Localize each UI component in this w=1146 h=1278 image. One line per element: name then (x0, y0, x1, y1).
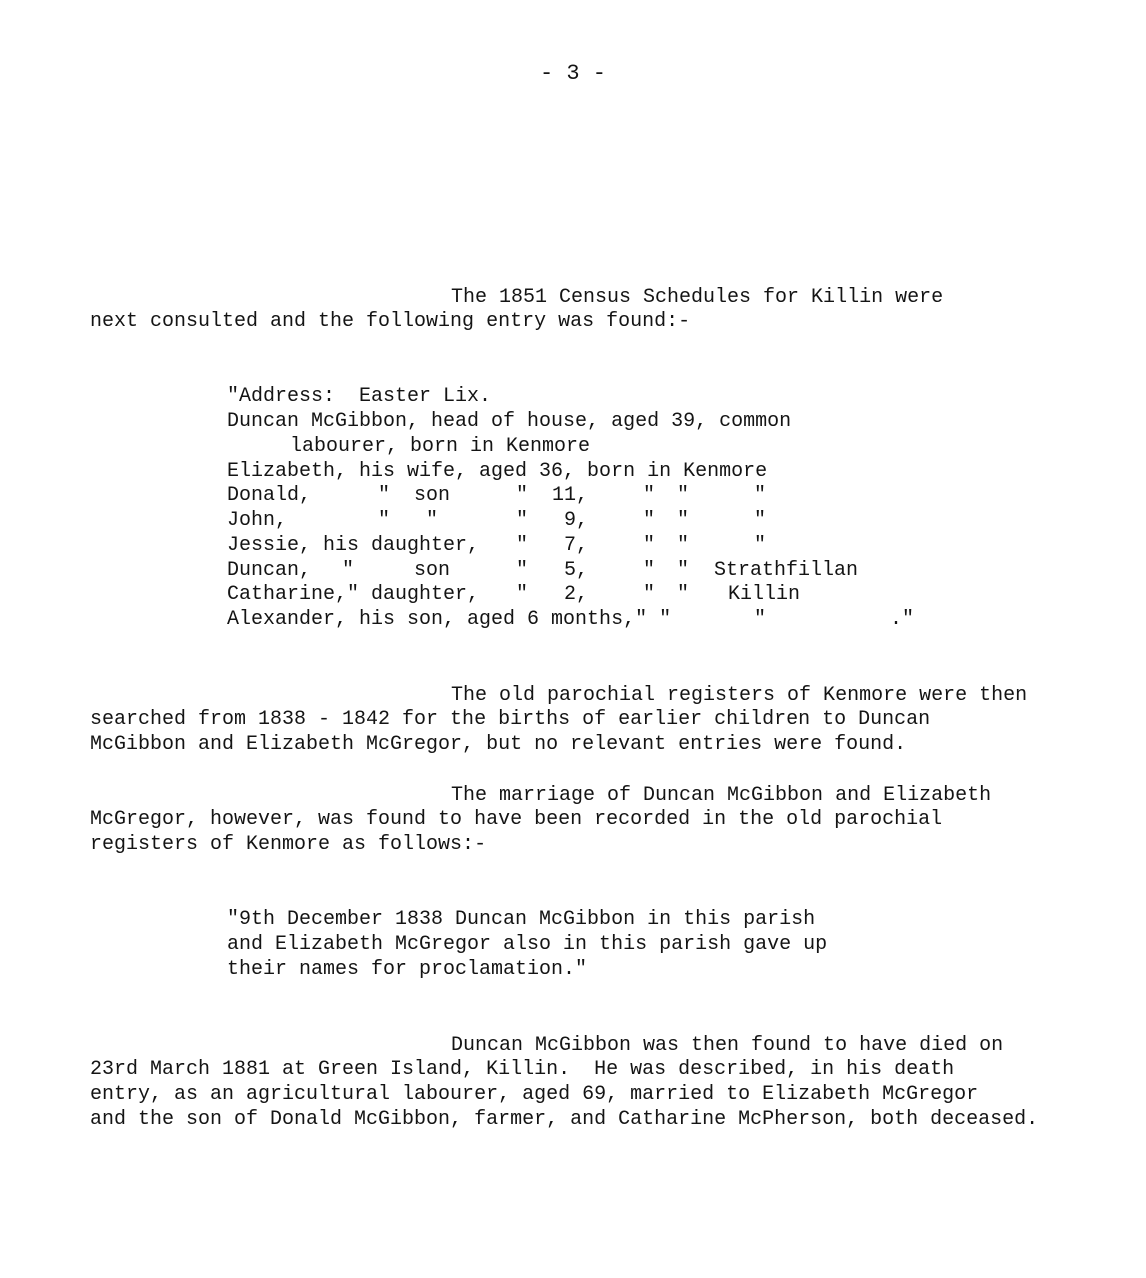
census-head-line1: Duncan McGibbon, head of house, aged 39, common (227, 410, 792, 433)
para4-line3: entry, as an agricultural labourer, aged 69, married to Elizabeth McGregor (90, 1083, 979, 1106)
para4-line1: Duncan McGibbon was then found to have died on (451, 1034, 1004, 1057)
quote-line1: "9th December 1838 Duncan McGibbon in this parish (227, 908, 816, 931)
para2-line3: McGibbon and Elizabeth McGregor, but no relevant entries were found. (90, 733, 907, 756)
row-ditto: " (677, 509, 690, 532)
row-place: " (754, 534, 767, 557)
row-name: Jessie, his daughter, (227, 534, 480, 557)
row-ditto: " (516, 559, 529, 582)
para3-line2: McGregor, however, was found to have been recorded in the old parochial (90, 808, 943, 831)
row-age: 5, (564, 559, 589, 582)
row-place: " (754, 608, 767, 631)
row-name: Alexander, his son, aged 6 months," " (227, 608, 672, 631)
para1-line1: The 1851 Census Schedules for Killin were (451, 286, 944, 309)
row-ditto: " (516, 484, 529, 507)
census-wife: Elizabeth, his wife, aged 36, born in Kenmore (227, 460, 768, 483)
para2-line2: searched from 1838 - 1842 for the births of earlier children to Duncan (90, 708, 931, 731)
para1-line2: next consulted and the following entry was found:- (90, 310, 691, 333)
row-place: " (754, 484, 767, 507)
row-ditto: " (516, 583, 529, 606)
row-relation: son (414, 559, 451, 582)
para3-line3: registers of Kenmore as follows:- (90, 833, 487, 856)
quote-line3: their names for proclamation." (227, 958, 588, 981)
row-ditto: " (643, 559, 656, 582)
row-ditto: " (516, 534, 529, 557)
row-ditto: " (378, 484, 391, 507)
closing-quote: ." (890, 608, 915, 631)
para3-line1: The marriage of Duncan McGibbon and Elizabeth (451, 784, 992, 807)
row-ditto: " (643, 534, 656, 557)
para4-line4: and the son of Donald McGibbon, farmer, and Catharine McPherson, both deceased. (90, 1108, 1039, 1131)
row-age: 11, (552, 484, 589, 507)
row-age: 9, (564, 509, 589, 532)
row-ditto: " (643, 509, 656, 532)
row-ditto: " (643, 484, 656, 507)
quote-line2: and Elizabeth McGregor also in this parish gave up (227, 933, 828, 956)
row-age: 2, (564, 583, 589, 606)
row-age: 7, (564, 534, 589, 557)
para4-line2: 23rd March 1881 at Green Island, Killin. He was described, in his death (90, 1058, 955, 1081)
row-name: Duncan, (227, 559, 312, 582)
row-name: Donald, (227, 484, 312, 507)
row-ditto: " (677, 534, 690, 557)
row-ditto: " (677, 484, 690, 507)
census-head-line2: labourer, born in Kenmore (290, 435, 591, 458)
row-ditto: " (677, 559, 690, 582)
row-relation: son (414, 484, 451, 507)
para2-line1: The old parochial registers of Kenmore were then (451, 684, 1028, 707)
row-name: John, (227, 509, 288, 532)
census-address: "Address: Easter Lix. (227, 385, 492, 408)
row-ditto: " (342, 559, 355, 582)
row-ditto: " (677, 583, 690, 606)
row-place: Killin (728, 583, 801, 606)
row-ditto: " (643, 583, 656, 606)
row-ditto: " (378, 509, 391, 532)
row-place: Strathfillan (714, 559, 859, 582)
row-ditto: " (516, 509, 529, 532)
page-number: - 3 - (540, 61, 607, 86)
row-place: " (754, 509, 767, 532)
row-name: Catharine," daughter, (227, 583, 480, 606)
row-relation: " (426, 509, 439, 532)
